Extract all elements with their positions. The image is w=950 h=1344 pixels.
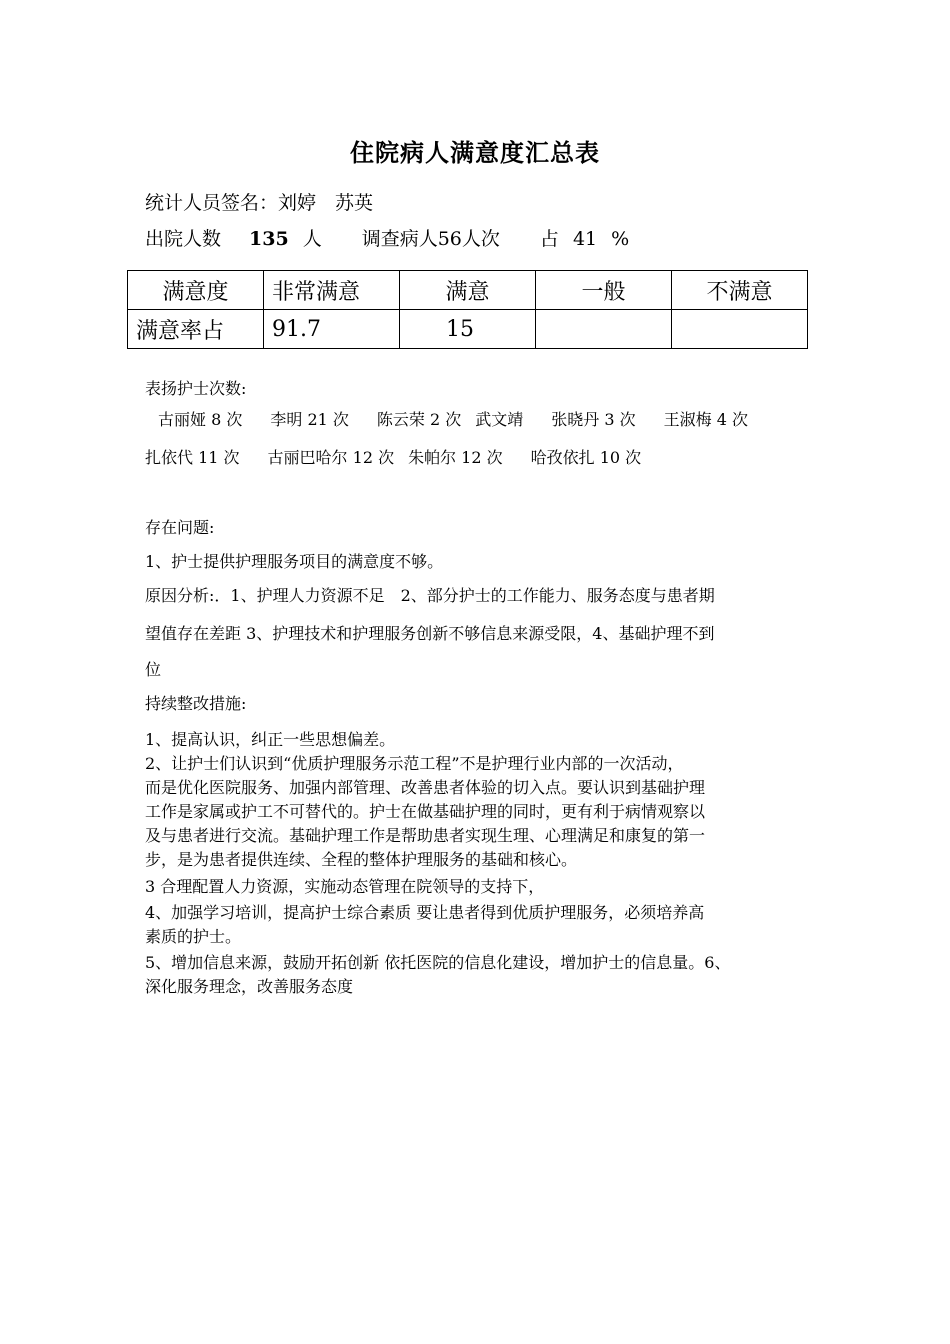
measure-line: 素质的护士。	[145, 927, 242, 946]
praise-line-1	[158, 407, 748, 430]
analysis-line: 望值存在差距 3、护理技术和护理服务创新不够信息来源受限，4、基础护理不到	[145, 624, 715, 643]
praise-entry: 武文靖	[475, 410, 524, 429]
praise-entry: 陈云荣 2 次	[376, 410, 462, 429]
measure-line: 步，是为患者提供连续、全程的整体护理服务的基础和核心。	[145, 850, 578, 869]
measure-line: 及与患者进行交流。基础护理工作是帮助患者实现生理、心理满足和康复的第一	[145, 826, 706, 845]
praise-entry: 张晓丹 3 次	[551, 410, 636, 429]
discharge-label: 出院人数	[145, 228, 222, 250]
measure-line: 5、增加信息来源，鼓励开拓创新 依托医院的信息化建设，增加护士的信息量。6、	[145, 953, 731, 972]
surveyed-unit: 人次	[461, 228, 500, 250]
table-cell	[536, 310, 672, 349]
statistics-line	[145, 224, 629, 251]
ratio-value: 41	[572, 228, 598, 250]
issues-heading: 存在问题:	[145, 518, 215, 537]
praise-entry: 朱帕尔 12 次	[408, 448, 503, 467]
measure-line: 工作是家属或护工不可替代的。护士在做基础护理的同时，更有利于病情观察以	[145, 802, 706, 821]
measure-line: 而是优化医院服务、加强内部管理、改善患者体验的切入点。要认识到基础护理	[145, 778, 706, 797]
page-title: 住院病人满意度汇总表	[350, 138, 600, 167]
table-header-cell: 不满意	[672, 271, 808, 310]
analysis-line: 原因分析:．1、护理人力资源不足 2、部分护士的工作能力、服务态度与患者期	[145, 586, 715, 605]
measure-line: 4、加强学习培训，提高护士综合素质 要让患者得到优质护理服务，必须培养高	[145, 903, 705, 922]
measure-line: 1、提高认识，纠正一些思想偏差。	[145, 730, 396, 749]
table-header-cell: 非常满意	[264, 271, 400, 310]
table-cell	[672, 310, 808, 349]
discharge-count: 135	[249, 228, 289, 250]
ratio-unit: %	[611, 228, 630, 250]
praise-entry: 李明 21 次	[270, 410, 349, 429]
table-cell: 15	[400, 310, 536, 349]
measure-line: 深化服务理念，改善服务态度	[145, 977, 354, 996]
praise-entry: 古丽巴哈尔 12 次	[267, 448, 395, 467]
measure-line: 3 合理配置人力资源，实施动态管理在院领导的支持下，	[145, 877, 545, 896]
praise-entry: 古丽娅 8 次	[158, 410, 243, 429]
praise-heading: 表扬护士次数:	[145, 379, 247, 398]
discharge-unit: 人	[302, 228, 322, 250]
signature-line: 统计人员签名：刘婷 苏英	[145, 192, 374, 214]
praise-line-2	[145, 445, 641, 468]
table-header-cell: 满意	[400, 271, 536, 310]
table-header-row	[128, 271, 808, 310]
issue-item: 1、护士提供护理服务项目的满意度不够。	[145, 552, 444, 571]
surveyed-count: 56	[437, 228, 462, 250]
praise-entry: 哈孜依扎 10 次	[530, 448, 642, 467]
table-cell: 满意率占	[128, 310, 264, 349]
satisfaction-table	[127, 270, 808, 349]
table-header-cell: 一般	[536, 271, 672, 310]
praise-entry: 王淑梅 4 次	[663, 410, 748, 429]
surveyed-label: 调查病人	[361, 228, 438, 250]
measure-line: 2、让护士们认识到“优质护理服务示范工程”不是护理行业内部的一次活动，	[145, 754, 684, 773]
ratio-label: 占	[539, 228, 559, 250]
table-cell: 91.7	[264, 310, 400, 349]
table-row	[128, 310, 808, 349]
measures-heading: 持续整改措施:	[145, 694, 247, 713]
table-header-cell: 满意度	[128, 271, 264, 310]
analysis-line: 位	[145, 660, 162, 679]
praise-entry: 扎依代 11 次	[145, 448, 240, 467]
